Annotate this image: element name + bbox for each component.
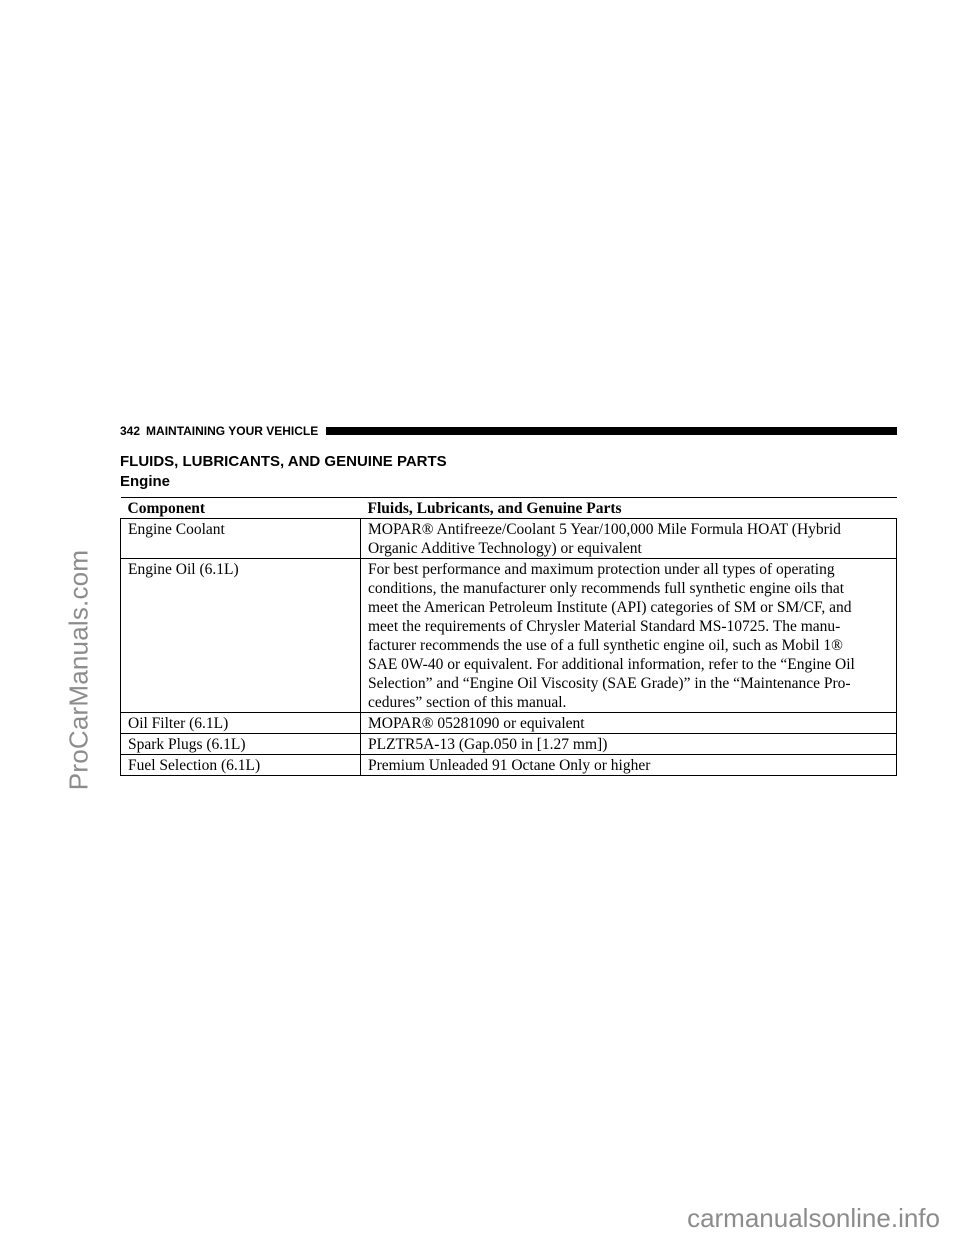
spec-line: For best performance and maximum protection under all types of operating — [368, 561, 835, 578]
spec-cell — [361, 713, 897, 734]
spec-line: meet the requirements of Chrysler Material Standard MS-10725. The manu- — [368, 618, 841, 635]
table-row — [121, 713, 897, 734]
column-header-component: Component — [121, 498, 361, 519]
bottom-watermark: carmanualsonline.info — [687, 1203, 940, 1233]
spec-cell — [361, 755, 897, 776]
table-row — [121, 559, 897, 713]
section-title: FLUIDS, LUBRICANTS, AND GENUINE PARTS — [120, 453, 447, 470]
table-body — [121, 519, 897, 776]
running-section-name: MAINTAINING YOUR VEHICLE — [146, 424, 319, 438]
spec-cell — [361, 559, 897, 713]
spec-line: MOPAR® 05281090 or equivalent — [368, 715, 585, 732]
spec-line: PLZTR5A-13 (Gap.050 in [1.27 mm]) — [368, 736, 608, 753]
spec-line: cedures” section of this manual. — [368, 694, 567, 711]
spec-cell — [361, 519, 897, 559]
spec-cell — [361, 734, 897, 755]
spec-line: Selection” and “Engine Oil Viscosity (SAE Grade)” in the “Maintenance Pro- — [368, 675, 851, 692]
spec-line: SAE 0W-40 or equivalent. For additional information, refer to the “Engine Oil — [368, 656, 855, 673]
spec-line: Premium Unleaded 91 Octane Only or higher — [368, 757, 651, 774]
spec-line: MOPAR® Antifreeze/Coolant 5 Year/100,000 Mile Formula HOAT (Hybrid — [368, 521, 841, 538]
component-cell: Fuel Selection (6.1L) — [121, 755, 361, 776]
fluids-table — [120, 497, 897, 776]
side-watermark: ProCarManuals.com — [63, 549, 94, 791]
component-cell: Engine Coolant — [121, 519, 361, 559]
spec-line: Organic Additive Technology) or equivalent — [368, 540, 642, 557]
component-cell: Spark Plugs (6.1L) — [121, 734, 361, 755]
spec-line: facturer recommends the use of a full synthetic engine oil, such as Mobil 1® — [368, 637, 843, 654]
spec-line: conditions, the manufacturer only recommends full synthetic engine oils that — [368, 580, 845, 597]
column-header-fluids: Fluids, Lubricants, and Genuine Parts — [361, 498, 897, 519]
table-header-row — [121, 498, 897, 519]
component-cell: Engine Oil (6.1L) — [121, 559, 361, 713]
spec-line: meet the American Petroleum Institute (API) categories of SM or SM/CF, and — [368, 599, 852, 616]
page-number: 342 — [120, 424, 141, 438]
component-cell: Oil Filter (6.1L) — [121, 713, 361, 734]
subsection-title: Engine — [120, 473, 171, 490]
header-rule-bar — [326, 427, 897, 435]
table-row — [121, 755, 897, 776]
running-header — [120, 424, 897, 438]
table-row — [121, 519, 897, 559]
table-row — [121, 734, 897, 755]
